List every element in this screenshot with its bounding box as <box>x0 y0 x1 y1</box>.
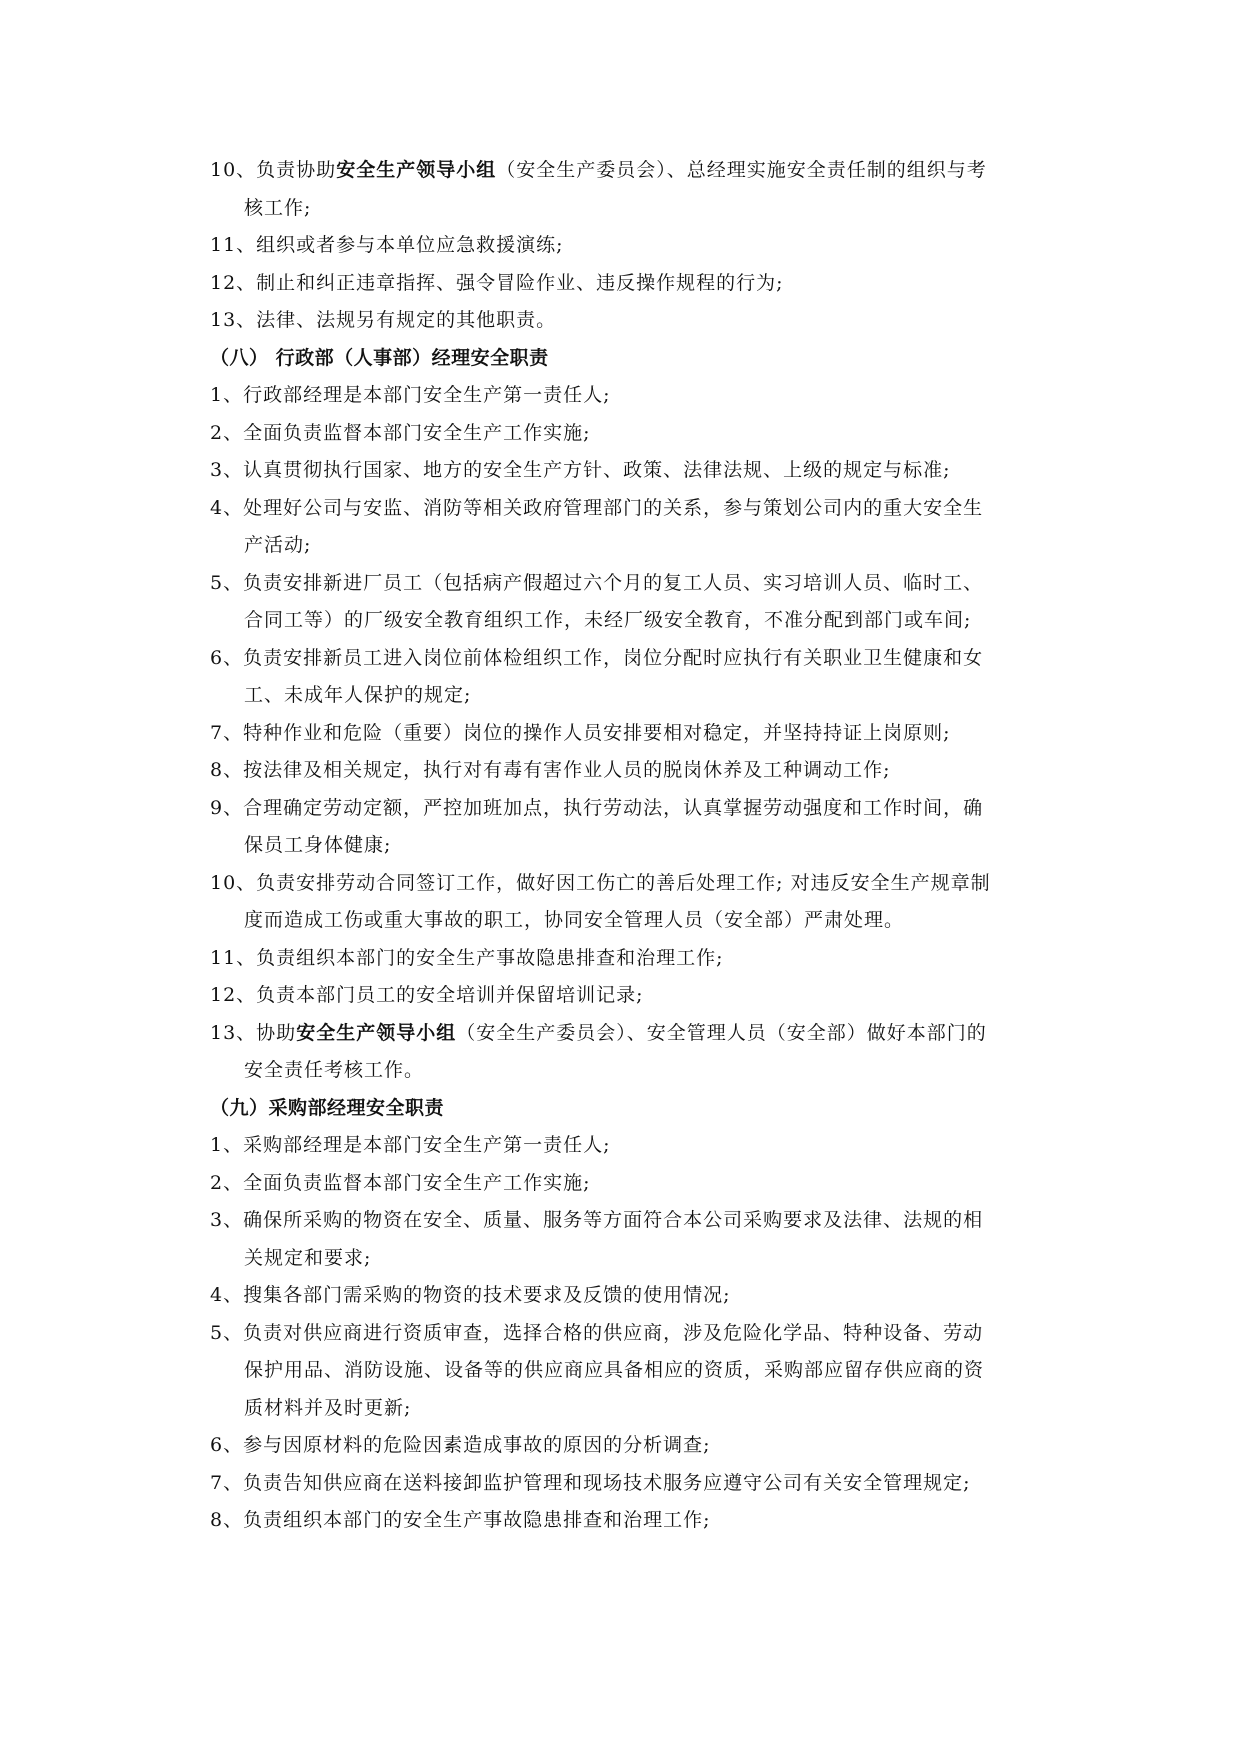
list-item: 8、负责组织本部门的安全生产事故隐患排查和治理工作; <box>210 1509 711 1531</box>
list-item-continuation: 核工作; <box>244 196 312 219</box>
section-heading: （八） 行政部（人事部）经理安全职责 <box>210 346 549 369</box>
list-item: 10、负责协助安全生产领导小组（安全生产委员会）、总经理实施安全责任制的组织与考 <box>210 159 987 181</box>
list-item: 13、法律、法规另有规定的其他职责。 <box>210 309 557 331</box>
section-heading: （九）采购部经理安全职责 <box>210 1096 445 1119</box>
list-item: 8、按法律及相关规定，执行对有毒有害作业人员的脱岗休养及工种调动工作; <box>210 759 891 781</box>
list-item: 12、制止和纠正违章指挥、强令冒险作业、违反操作规程的行为; <box>210 271 784 294</box>
list-item-continuation: 安全责任考核工作。 <box>244 1059 425 1081</box>
list-item-continuation: 保护用品、消防设施、设备等的供应商应具备相应的资质，采购部应留存供应商的资 <box>244 1359 985 1381</box>
list-item: 3、认真贯彻执行国家、地方的安全生产方针、政策、法律法规、上级的规定与标准; <box>210 459 951 481</box>
list-item: 12、负责本部门员工的安全培训并保留培训记录; <box>210 984 644 1006</box>
list-item: 6、参与因原材料的危险因素造成事故的原因的分析调查; <box>210 1434 711 1456</box>
list-item: 6、负责安排新员工进入岗位前体检组织工作，岗位分配时应执行有关职业卫生健康和女 <box>210 646 984 669</box>
list-item: 13、协助安全生产领导小组（安全生产委员会）、安全管理人员（安全部）做好本部门的 <box>210 1021 987 1044</box>
list-item: 1、采购部经理是本部门安全生产第一责任人; <box>210 1134 611 1156</box>
list-item: 4、搜集各部门需采购的物资的技术要求及反馈的使用情况; <box>210 1284 731 1306</box>
list-item: 2、全面负责监督本部门安全生产工作实施; <box>210 1171 591 1194</box>
list-item: 10、负责安排劳动合同签订工作，做好因工伤亡的善后处理工作; 对违反安全生产规章制 <box>210 871 991 894</box>
list-item: 4、处理好公司与安监、消防等相关政府管理部门的关系，参与策划公司内的重大安全生 <box>210 496 984 519</box>
list-item: 11、负责组织本部门的安全生产事故隐患排查和治理工作; <box>210 946 724 969</box>
document-body <box>210 152 1056 1540</box>
list-item: 11、组织或者参与本单位应急救援演练; <box>210 234 564 256</box>
list-item: 9、合理确定劳动定额，严控加班加点，执行劳动法，认真掌握劳动强度和工作时间，确 <box>210 796 984 819</box>
list-item-continuation: 关规定和要求; <box>244 1246 372 1269</box>
list-item-continuation: 产活动; <box>244 534 312 556</box>
list-item-continuation: 质材料并及时更新; <box>244 1396 412 1419</box>
list-item: 2、全面负责监督本部门安全生产工作实施; <box>210 421 591 444</box>
list-item: 1、行政部经理是本部门安全生产第一责任人; <box>210 384 611 406</box>
list-item: 5、负责对供应商进行资质审查，选择合格的供应商，涉及危险化学品、特种设备、劳动 <box>210 1321 984 1344</box>
list-item-continuation: 保员工身体健康; <box>244 834 392 856</box>
list-item-continuation: 合同工等）的厂级安全教育组织工作，未经厂级安全教育，不准分配到部门或车间; <box>244 609 972 631</box>
list-item-continuation: 工、未成年人保护的规定; <box>244 684 472 706</box>
bold-term: 安全生产领导小组 <box>296 1021 457 1044</box>
bold-term: 安全生产领导小组 <box>336 159 497 181</box>
list-item: 7、负责告知供应商在送料接卸监护管理和现场技术服务应遵守公司有关安全管理规定; <box>210 1471 971 1494</box>
list-item: 3、确保所采购的物资在安全、质量、服务等方面符合本公司采购要求及法律、法规的相 <box>210 1209 984 1231</box>
list-item: 7、特种作业和危险（重要）岗位的操作人员安排要相对稳定，并坚持持证上岗原则; <box>210 721 951 744</box>
list-item-continuation: 度而造成工伤或重大事故的职工，协同安全管理人员（安全部）严肃处理。 <box>244 909 905 931</box>
list-item: 5、负责安排新进厂员工（包括病产假超过六个月的复工人员、实习培训人员、临时工、 <box>210 571 984 594</box>
